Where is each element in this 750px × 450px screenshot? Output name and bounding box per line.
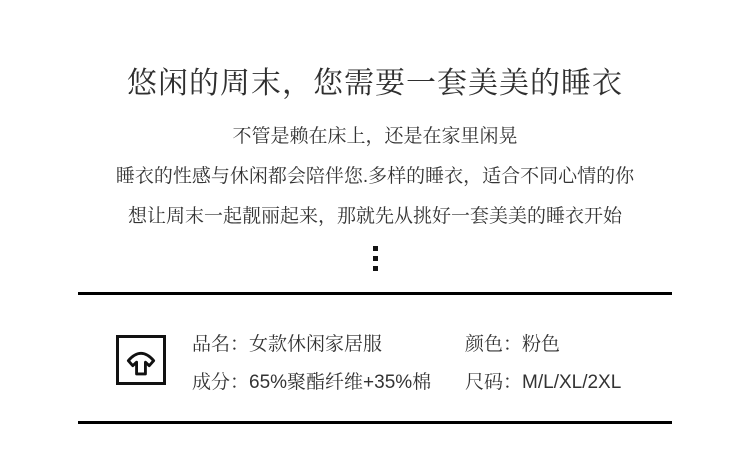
- spec-row-size: [465, 367, 621, 394]
- intro-line: 想让周末一起靓丽起来，那就先从挑好一套美美的睡衣开始: [127, 206, 622, 227]
- spec-row-name: [192, 329, 382, 356]
- spec-label: 品名：: [192, 334, 250, 355]
- intro-paragraph: [0, 117, 750, 237]
- spec-label: 颜色：: [465, 334, 523, 355]
- spec-value: 65%聚酯纤维+35%棉: [249, 372, 432, 393]
- divider-top: [78, 292, 672, 295]
- tshirt-icon: [116, 335, 166, 385]
- spec-label: 成分：: [192, 372, 250, 393]
- page-title: 悠闲的周末，您需要一套美美的睡衣: [127, 67, 623, 100]
- vertical-ellipsis-icon: [0, 246, 750, 271]
- spec-value: 女款休闲家居服: [249, 334, 383, 355]
- spec-row-color: [465, 329, 560, 356]
- spec-value: 粉色: [522, 334, 561, 355]
- divider-bottom: [78, 421, 672, 424]
- intro-line: 睡衣的性感与休闲都会陪伴您.多样的睡衣，适合不同心情的你: [115, 166, 635, 187]
- spec-label: 尺码：: [465, 372, 523, 393]
- dot: [373, 266, 378, 271]
- spec-row-material: [192, 367, 431, 394]
- intro-line: 不管是赖在床上，还是在家里闲晃: [232, 126, 518, 147]
- dot: [373, 256, 378, 261]
- dot: [373, 246, 378, 251]
- spec-value: M/L/XL/2XL: [522, 372, 622, 393]
